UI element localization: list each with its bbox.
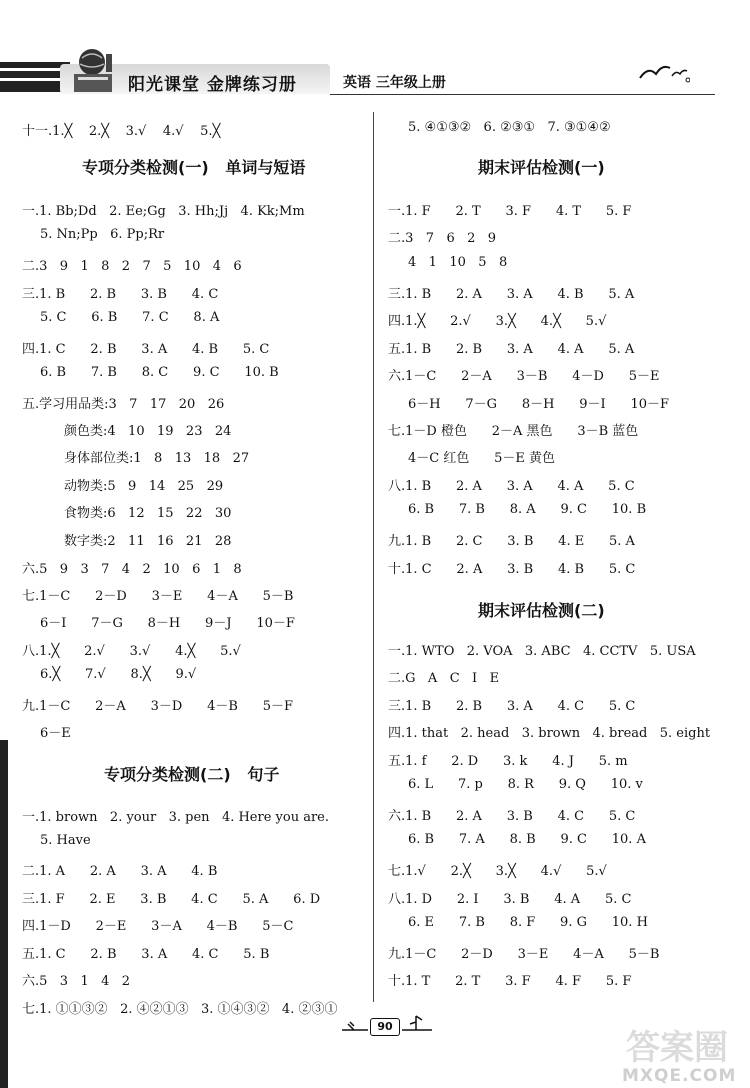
answer-line: 颜色类:4 10 19 23 24 bbox=[64, 424, 232, 439]
answer-line: 八.1.╳ 2.√ 3.√ 4.╳ 5.√ bbox=[22, 644, 241, 659]
answer-line: 三.1. B 2. B 3. A 4. C 5. C bbox=[388, 699, 636, 714]
answer-line: 六.5 3 1 4 2 bbox=[22, 974, 131, 989]
answer-line: 五.1. C 2. B 3. A 4. C 5. B bbox=[22, 947, 270, 962]
answer-line: 三.1. B 2. A 3. A 4. B 5. A bbox=[388, 287, 635, 302]
answer-line: 动物类:5 9 14 25 29 bbox=[64, 479, 224, 494]
answer-line: 二.1. A 2. A 3. A 4. B bbox=[22, 864, 218, 879]
section-heading: 期末评估检测(二) bbox=[478, 601, 605, 620]
page-number: 90 bbox=[370, 1018, 400, 1036]
answer-line: 6.╳ 7.√ 8.╳ 9.√ bbox=[40, 667, 197, 682]
answer-line: 九.1－C 2－D 3－E 4－A 5－B bbox=[388, 947, 660, 962]
answer-line: 三.1. F 2. E 3. B 4. C 5. A 6. D bbox=[22, 892, 321, 907]
answer-line: 6－H 7－G 8－H 9－I 10－F bbox=[408, 397, 670, 412]
answer-line: 六.1－C 2－A 3－B 4－D 5－E bbox=[388, 369, 660, 384]
answer-line: 四.1. that 2. head 3. brown 4. bread 5. eight bbox=[388, 726, 711, 741]
answer-line: 九.1－C 2－A 3－D 4－B 5－F bbox=[22, 699, 293, 714]
answer-line: 食物类:6 12 15 22 30 bbox=[64, 506, 232, 521]
answer-line: 十.1. C 2. A 3. B 4. B 5. C bbox=[388, 562, 636, 577]
answer-line: 八.1. D 2. I 3. B 4. A 5. C bbox=[388, 892, 632, 907]
watermark bbox=[622, 1018, 748, 1086]
answer-line: 四.1. C 2. B 3. A 4. B 5. C bbox=[22, 342, 270, 357]
section-heading: 期末评估检测(一) bbox=[478, 158, 605, 177]
answer-line: 5. C 6. B 7. C 8. A bbox=[40, 310, 220, 325]
answer-line: 七.1－D 橙色 2－A 黑色 3－B 蓝色 bbox=[388, 424, 639, 439]
globe-book-logo-icon bbox=[66, 40, 126, 98]
footer-ornament-left-icon bbox=[340, 1018, 370, 1036]
answer-line: 数字类:2 11 16 21 28 bbox=[64, 534, 232, 549]
answer-line: 十.1. T 2. T 3. F 4. F 5. F bbox=[388, 974, 632, 989]
footer-ornament-right-icon bbox=[400, 1012, 434, 1038]
answer-line: 八.1. B 2. A 3. A 4. A 5. C bbox=[388, 479, 635, 494]
header-rule bbox=[330, 94, 715, 95]
answer-line: 一.1. F 2. T 3. F 4. T 5. F bbox=[388, 204, 632, 219]
answer-line: 七.1－C 2－D 3－E 4－A 5－B bbox=[22, 589, 294, 604]
answer-line: 二.3 9 1 8 2 7 5 10 4 6 bbox=[22, 259, 242, 274]
answer-line: 4－C 红色 5－E 黄色 bbox=[408, 451, 556, 466]
answer-line: 四.1.╳ 2.√ 3.╳ 4.╳ 5.√ bbox=[388, 314, 607, 329]
answer-line: 十一.1.╳ 2.╳ 3.√ 4.√ 5.╳ bbox=[22, 124, 221, 139]
answer-line: 6. L 7. p 8. R 9. Q 10. v bbox=[408, 777, 643, 792]
answer-line: 6. E 7. B 8. F 9. G 10. H bbox=[408, 915, 648, 930]
page-edge-shadow bbox=[0, 740, 8, 1088]
answer-line: 五.1. B 2. B 3. A 4. A 5. A bbox=[388, 342, 635, 357]
answer-line: 二.G A C I E bbox=[388, 671, 500, 686]
subject-grade: 英语 三年级上册 bbox=[343, 75, 446, 91]
answer-line: 一.1. WTO 2. VOA 3. ABC 4. CCTV 5. USA bbox=[388, 644, 696, 659]
answer-line: 七.1.√ 2.╳ 3.╳ 4.√ 5.√ bbox=[388, 864, 607, 879]
answer-line: 身体部位类:1 8 13 18 27 bbox=[64, 451, 250, 466]
answer-line: 四.1－D 2－E 3－A 4－B 5－C bbox=[22, 919, 294, 934]
answer-line: 六.1. B 2. A 3. B 4. C 5. C bbox=[388, 809, 636, 824]
answer-line: 六.5 9 3 7 4 2 10 6 1 8 bbox=[22, 562, 242, 577]
watermark-chinese: 答案圈 bbox=[626, 1028, 728, 1068]
section-heading: 专项分类检测(二) 句子 bbox=[104, 765, 280, 784]
answer-line: 七.1. ①①③② 2. ④②①③ 3. ①④③② 4. ②③① bbox=[22, 1002, 338, 1017]
page-header bbox=[0, 40, 750, 100]
answer-line: 二.3 7 6 2 9 bbox=[388, 231, 497, 246]
answer-line: 一.1. Bb;Dd 2. Ee;Gg 3. Hh;Jj 4. Kk;Mm bbox=[22, 204, 305, 219]
answer-line: 6. B 7. B 8. C 9. C 10. B bbox=[40, 365, 279, 380]
answer-line: 一.1. brown 2. your 3. pen 4. Here you are. bbox=[22, 810, 330, 825]
answer-line: 6. B 7. A 8. B 9. C 10. A bbox=[408, 832, 646, 847]
answer-line: 5. Have bbox=[40, 833, 91, 848]
answer-line: 6－E bbox=[40, 726, 71, 741]
section-heading: 专项分类检测(一) 单词与短语 bbox=[82, 158, 306, 177]
column-divider bbox=[373, 112, 374, 1002]
answer-line: 五.1. f 2. D 3. k 4. J 5. m bbox=[388, 754, 628, 769]
answer-line: 6. B 7. B 8. A 9. C 10. B bbox=[408, 502, 647, 517]
answer-line: 6－I 7－G 8－H 9－J 10－F bbox=[40, 616, 295, 631]
answer-line: 五.学习用品类:3 7 17 20 26 bbox=[22, 397, 225, 412]
answer-line: 九.1. B 2. C 3. B 4. E 5. A bbox=[388, 534, 635, 549]
page-footer bbox=[340, 1012, 440, 1038]
birds-icon bbox=[638, 58, 690, 84]
answer-line: 4 1 10 5 8 bbox=[408, 255, 508, 270]
answer-line: 5. ④①③② 6. ②③① 7. ③①④② bbox=[408, 120, 611, 135]
answer-line: 三.1. B 2. B 3. B 4. C bbox=[22, 287, 219, 302]
answer-line: 5. Nn;Pp 6. Pp;Rr bbox=[40, 227, 165, 242]
book-title: 阳光课堂 金牌练习册 bbox=[128, 75, 297, 95]
watermark-url: MXQE.COM bbox=[622, 1066, 737, 1086]
